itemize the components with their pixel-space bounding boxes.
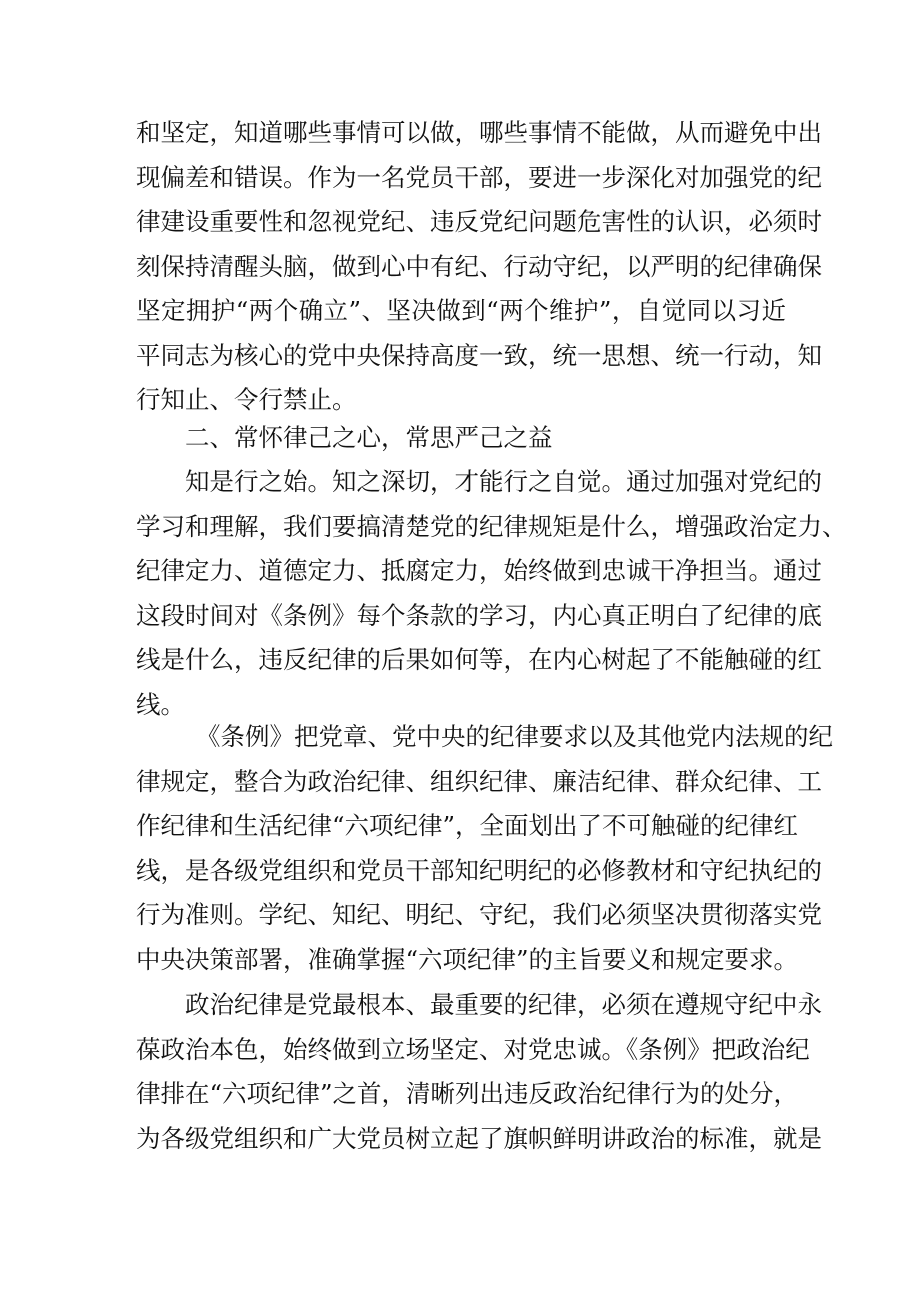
section-heading: 二、常怀律己之心，常思严己之益: [185, 423, 553, 452]
text-line: 律排在“六项纪律”之首，清晰列出违反政治纪律行为的处分，: [136, 1079, 799, 1108]
paragraph-continuation: [136, 111, 822, 423]
text-line: 行知止、令行禁止。: [136, 385, 357, 414]
paragraph-political-discipline: [136, 983, 822, 1161]
text-line: 知是行之始。知之深切，才能行之自觉。通过加强对党纪的: [185, 467, 822, 496]
text-line: 律建设重要性和忽视党纪、违反党纪问题危害性的认识，必须时: [136, 207, 822, 236]
text-line: 为各级党组织和广大党员树立起了旗帜鲜明讲政治的标准，就是: [136, 1123, 822, 1153]
text-line: 中央决策部署，准确掌握“六项纪律”的主旨要义和规定要求。: [136, 944, 799, 974]
text-line: 作纪律和生活纪律“六项纪律”，全面划出了不可触碰的纪律红: [136, 811, 799, 840]
paragraph-regulations: [136, 715, 833, 982]
text-line: 线是什么，违反纪律的后果如何等，在内心树起了不能触碰的红: [136, 645, 822, 674]
text-line: 《条例》把党章、党中央的纪律要求以及其他党内法规的纪: [196, 722, 833, 751]
text-line: 政治纪律是党最根本、最重要的纪律，必须在遵规守纪中永: [185, 990, 822, 1019]
text-line: 纪律定力、道德定力、抵腐定力，始终做到忠诚干净担当。通过: [136, 556, 822, 585]
text-line: 刻保持清醒头脑，做到心中有纪、行动守纪，以严明的纪律确保: [136, 251, 822, 281]
text-line: 线。: [136, 689, 185, 719]
text-line: 平同志为核心的党中央保持高度一致，统一思想、统一行动，知: [136, 340, 822, 370]
text-line: 学习和理解，我们要搞清楚党的纪律规矩是什么，增强政治定力、: [136, 511, 847, 541]
text-line: 线，是各级党组织和党员干部知纪明纪的必修教材和守纪执纪的: [136, 855, 822, 885]
text-line: 现偏差和错误。作为一名党员干部，要进一步深化对加强党的纪: [136, 162, 822, 192]
text-line: 葆政治本色，始终做到立场坚定、对党忠诚。《条例》把政治纪: [136, 1034, 810, 1064]
text-line: 这段时间对《条例》每个条款的学习，内心真正明白了纪律的底: [136, 600, 822, 630]
text-line: 坚定拥护“两个确立”、坚决做到“两个维护”，自觉同以习近: [136, 296, 786, 325]
paragraph-knowledge: [136, 460, 847, 727]
text-line: 律规定，整合为政治纪律、组织纪律、廉洁纪律、群众纪律、工: [136, 766, 822, 796]
text-line: 和坚定，知道哪些事情可以做，哪些事情不能做，从而避免中出: [136, 118, 822, 147]
text-line: 行为准则。学纪、知纪、明纪、守纪，我们必须坚决贯彻落实党: [136, 900, 822, 929]
